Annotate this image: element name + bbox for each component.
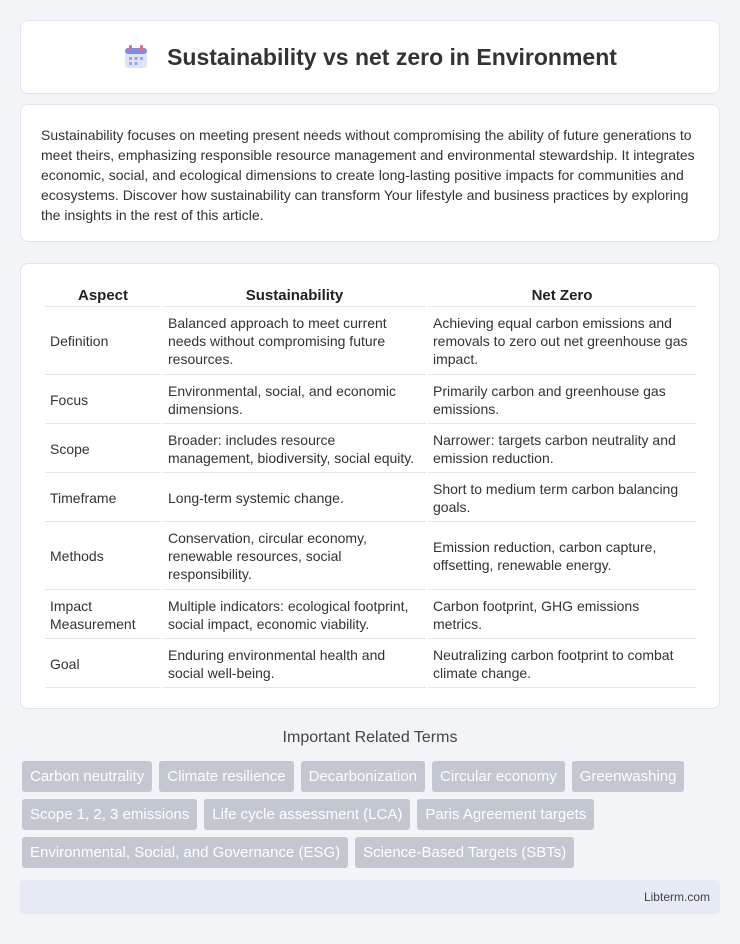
row-sustainability: Balanced approach to meet current needs without compromising future resources.	[163, 308, 426, 375]
row-aspect: Definition	[45, 308, 161, 375]
row-aspect: Focus	[45, 376, 161, 424]
row-net-zero: Achieving equal carbon emissions and removals to zero out net greenhouse gas impact.	[428, 308, 696, 375]
related-term-tag[interactable]: Environmental, Social, and Governance (ESG)	[22, 837, 348, 868]
table-row	[45, 425, 696, 473]
row-aspect: Impact Measurement	[45, 591, 161, 639]
table-header-row	[45, 285, 696, 307]
header-aspect: Aspect	[45, 285, 161, 307]
related-terms-title: Important Related Terms	[282, 729, 458, 746]
header-sustainability: Sustainability	[163, 285, 426, 307]
row-sustainability: Broader: includes resource management, biodiversity, social equity.	[163, 425, 426, 473]
related-term-tag[interactable]: Greenwashing	[572, 761, 685, 792]
page-title: Sustainability vs net zero in Environment	[167, 43, 617, 70]
calendar-icon	[123, 44, 149, 70]
related-term-tag[interactable]: Life cycle assessment (LCA)	[204, 799, 410, 830]
related-term-tag[interactable]: Circular economy	[432, 761, 565, 792]
table-row	[45, 523, 696, 590]
row-aspect: Goal	[45, 640, 161, 688]
table-row	[45, 308, 696, 375]
page-footer	[20, 880, 720, 914]
related-terms-list	[22, 761, 722, 868]
comparison-table-card	[20, 263, 720, 709]
footer-site-link[interactable]: Libterm.com	[643, 890, 710, 904]
page-header	[20, 20, 720, 94]
row-net-zero: Narrower: targets carbon neutrality and emission reduction.	[428, 425, 696, 473]
intro-section	[20, 104, 720, 242]
row-sustainability: Long-term systemic change.	[163, 474, 426, 522]
row-aspect: Timeframe	[45, 474, 161, 522]
row-sustainability: Environmental, social, and economic dimensions.	[163, 376, 426, 424]
row-sustainability: Conservation, circular economy, renewable resources, social responsibility.	[163, 523, 426, 590]
related-term-tag[interactable]: Climate resilience	[159, 761, 293, 792]
table-row	[45, 640, 696, 688]
row-net-zero: Carbon footprint, GHG emissions metrics.	[428, 591, 696, 639]
row-sustainability: Multiple indicators: ecological footprint, social impact, economic viability.	[163, 591, 426, 639]
row-net-zero: Emission reduction, carbon capture, offsetting, renewable energy.	[428, 523, 696, 590]
related-term-tag[interactable]: Paris Agreement targets	[417, 799, 594, 830]
header-net-zero: Net Zero	[428, 285, 696, 307]
table-row	[45, 376, 696, 424]
table-row	[45, 591, 696, 639]
row-net-zero: Short to medium term carbon balancing goals.	[428, 474, 696, 522]
row-net-zero: Neutralizing carbon footprint to combat climate change.	[428, 640, 696, 688]
related-term-tag[interactable]: Carbon neutrality	[22, 761, 152, 792]
table-row	[45, 474, 696, 522]
intro-text: Sustainability focuses on meeting present needs without compromising the ability of future generations to meet theirs, emphasizing responsible resource management and environmental stewardship. It integrates economic, social, and ecological dimensions to create long-lasting positive impacts for communities and ecosystems. Discover how sustainability can transform Your lifestyle and business practices by exploring the insights in the rest of this article.	[41, 127, 695, 223]
comparison-table	[43, 284, 698, 689]
row-aspect: Methods	[45, 523, 161, 590]
row-sustainability: Enduring environmental health and social well-being.	[163, 640, 426, 688]
related-term-tag[interactable]: Scope 1, 2, 3 emissions	[22, 799, 197, 830]
related-term-tag[interactable]: Decarbonization	[301, 761, 425, 792]
row-aspect: Scope	[45, 425, 161, 473]
related-term-tag[interactable]: Science-Based Targets (SBTs)	[355, 837, 574, 868]
row-net-zero: Primarily carbon and greenhouse gas emissions.	[428, 376, 696, 424]
